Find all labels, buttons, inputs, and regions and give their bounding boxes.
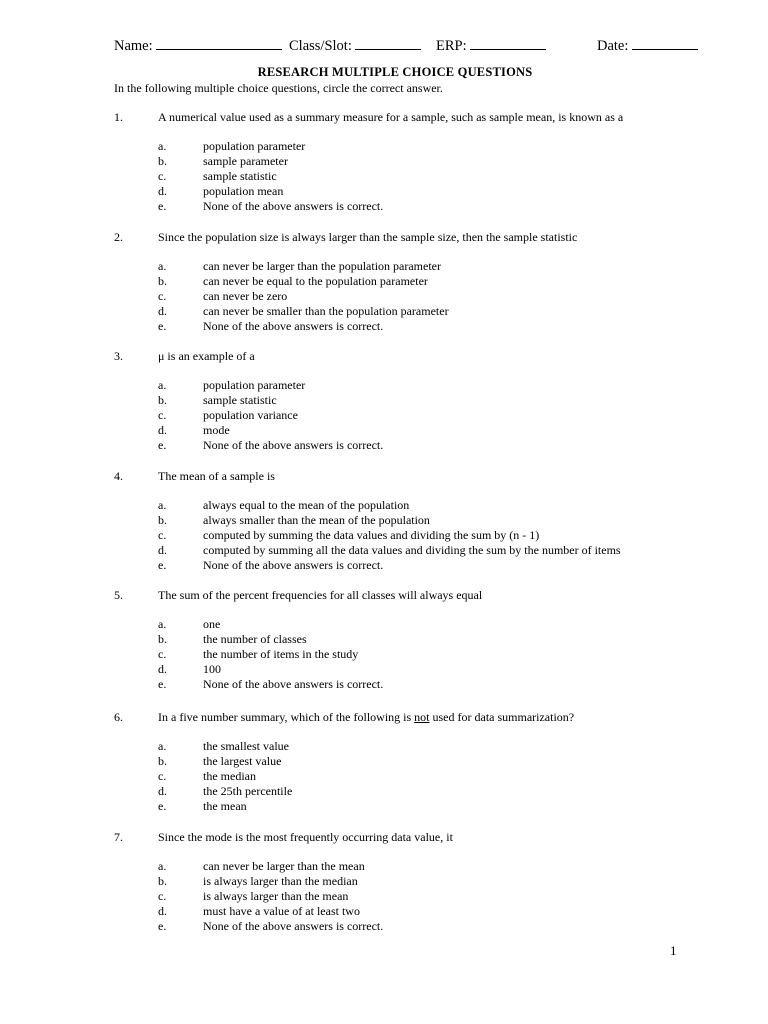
option-letter: b. [158, 754, 167, 768]
question-stem: The sum of the percent frequencies for all classes will always equal [158, 588, 483, 602]
option-letter: e. [158, 319, 167, 333]
question-number: 2. [114, 230, 123, 244]
option-letter: c. [158, 647, 167, 661]
option-text: computed by summing all the data values and dividing the sum by the number of items [203, 543, 621, 557]
name-label: Name: [114, 38, 153, 54]
option-letter: b. [158, 393, 167, 407]
option-text: the 25th percentile [203, 784, 293, 798]
option-text: None of the above answers is correct. [203, 438, 384, 452]
option-letter: c. [158, 169, 167, 183]
erp-label: ERP: [436, 38, 467, 54]
option-text: sample statistic [203, 393, 277, 407]
option-letter: b. [158, 632, 167, 646]
stem-text: used for data summarization? [429, 710, 575, 724]
option-text: the number of classes [203, 632, 307, 646]
option-letter: d. [158, 784, 167, 798]
question-stem: Since the mode is the most frequently occurring data value, it [158, 830, 453, 844]
option-text: 100 [203, 662, 221, 676]
option-letter: c. [158, 889, 167, 903]
option-letter: e. [158, 677, 167, 691]
option-letter: b. [158, 874, 167, 888]
option-text: can never be zero [203, 289, 288, 303]
option-letter: c. [158, 528, 167, 542]
option-text: always smaller than the mean of the population [203, 513, 430, 527]
option-letter: a. [158, 859, 167, 873]
option-text: sample statistic [203, 169, 277, 183]
question-number: 5. [114, 588, 123, 602]
option-letter: e. [158, 558, 167, 572]
option-letter: d. [158, 184, 167, 198]
option-text: None of the above answers is correct. [203, 919, 384, 933]
option-letter: d. [158, 904, 167, 918]
option-text: None of the above answers is correct. [203, 677, 384, 691]
option-text: the largest value [203, 754, 282, 768]
class-slot-blank[interactable] [355, 35, 421, 50]
option-letter: a. [158, 378, 167, 392]
question-number: 3. [114, 349, 123, 363]
question-stem: The mean of a sample is [158, 469, 275, 483]
option-letter: a. [158, 617, 167, 631]
option-letter: a. [158, 739, 167, 753]
option-letter: a. [158, 259, 167, 273]
question-stem: μ is an example of a [158, 349, 255, 363]
option-text: the smallest value [203, 739, 289, 753]
option-text: population variance [203, 408, 298, 422]
student-info-header [114, 35, 714, 55]
option-letter: b. [158, 513, 167, 527]
option-text: can never be equal to the population parameter [203, 274, 428, 288]
class-slot-field[interactable] [289, 35, 421, 55]
option-text: must have a value of at least two [203, 904, 360, 918]
stem-text: In a five number summary, which of the following is [158, 710, 415, 724]
option-text: sample parameter [203, 154, 288, 168]
question-stem: A numerical value used as a summary measure for a sample, such as sample mean, is known as a [158, 110, 624, 124]
question-number: 7. [114, 830, 123, 844]
option-text: always equal to the mean of the population [203, 498, 410, 512]
question-number: 6. [114, 710, 123, 724]
option-text: None of the above answers is correct. [203, 199, 384, 213]
option-text: is always larger than the mean [203, 889, 349, 903]
option-text: population parameter [203, 378, 306, 392]
name-field[interactable] [114, 35, 282, 55]
option-letter: b. [158, 154, 167, 168]
option-letter: c. [158, 408, 167, 422]
option-text: can never be larger than the mean [203, 859, 365, 873]
option-letter: c. [158, 769, 167, 783]
option-text: can never be smaller than the population parameter [203, 304, 449, 318]
erp-blank[interactable] [470, 35, 546, 50]
option-text: the number of items in the study [203, 647, 359, 661]
question-number: 1. [114, 110, 123, 124]
option-text: None of the above answers is correct. [203, 319, 384, 333]
option-letter: e. [158, 799, 167, 813]
question-stem [158, 710, 574, 725]
question-stem: Since the population size is always larger than the sample size, then the sample statistic [158, 230, 578, 244]
option-text: mode [203, 423, 230, 437]
option-letter: d. [158, 662, 167, 676]
option-text: population parameter [203, 139, 306, 153]
instructions: In the following multiple choice questions, circle the correct answer. [114, 81, 443, 95]
option-letter: a. [158, 139, 167, 153]
option-letter: d. [158, 304, 167, 318]
option-text: computed by summing the data values and dividing the sum by (n - 1) [203, 528, 540, 542]
option-text: the mean [203, 799, 247, 813]
class-slot-label: Class/Slot: [289, 38, 352, 54]
option-text: population mean [203, 184, 284, 198]
option-text: can never be larger than the population parameter [203, 259, 442, 273]
page-number: 1 [670, 943, 677, 958]
option-letter: d. [158, 423, 167, 437]
option-text: is always larger than the median [203, 874, 358, 888]
option-letter: c. [158, 289, 167, 303]
option-text: one [203, 617, 221, 631]
option-letter: d. [158, 543, 167, 557]
option-letter: e. [158, 438, 167, 452]
option-letter: e. [158, 919, 167, 933]
stem-emphasis: not [414, 710, 430, 724]
erp-field[interactable] [436, 35, 546, 55]
option-letter: a. [158, 498, 167, 512]
page-title: RESEARCH MULTIPLE CHOICE QUESTIONS [257, 65, 533, 79]
date-field[interactable] [597, 35, 698, 55]
option-text: the median [203, 769, 256, 783]
date-label: Date: [597, 38, 629, 54]
question-number: 4. [114, 469, 123, 483]
date-blank[interactable] [632, 35, 698, 50]
option-letter: b. [158, 274, 167, 288]
option-letter: e. [158, 199, 167, 213]
option-text: None of the above answers is correct. [203, 558, 384, 572]
name-blank[interactable] [156, 35, 282, 50]
